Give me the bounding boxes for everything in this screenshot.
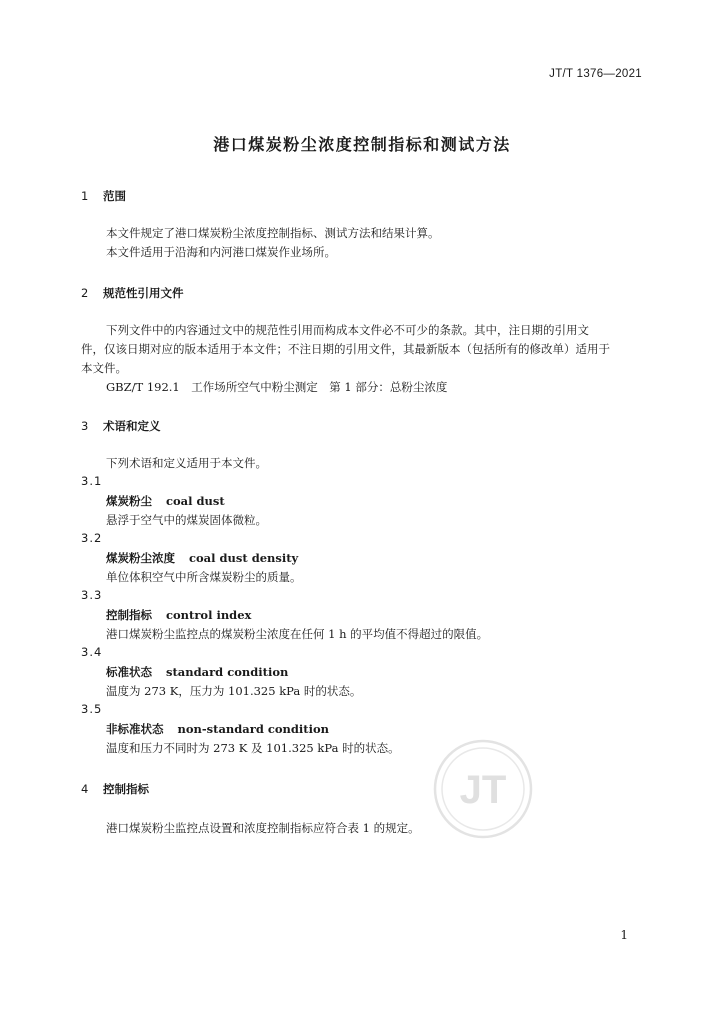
term-definition: 单位体积空气中所含煤炭粉尘的质量。 [106,570,302,584]
section-2-heading [81,285,184,301]
term-number: 3.5 [81,702,103,716]
jt-watermark-logo [432,738,534,840]
term-definition: 港口煤炭粉尘监控点的煤炭粉尘浓度在任何 1 h 的平均值不得超过的限值。 [106,627,489,641]
term-definition: 温度和压力不同时为 273 K 及 101.325 kPa 时的状态。 [106,741,400,755]
term-number: 3.4 [81,645,103,659]
term-chinese: 煤炭粉尘 [106,494,152,508]
section-number: 1 [81,189,89,203]
term-number: 3.1 [81,474,103,488]
term-english: standard condition [166,665,289,679]
section-title: 控制指标 [103,782,149,796]
standard-code: JT/T 1376—2021 [549,68,642,80]
term-number: 3.3 [81,588,103,602]
term-number: 3.2 [81,531,103,545]
term-heading [106,493,225,509]
term-chinese: 控制指标 [106,608,152,622]
term-heading [106,607,251,623]
section-4-heading [81,781,149,797]
paragraph: 港口煤炭粉尘监控点设置和浓度控制指标应符合表 1 的规定。 [106,821,420,835]
paragraph-line: 件，仅该日期对应的版本适用于本文件；不注日期的引用文件，其最新版本（包括所有的修改单）适用于 [81,342,610,356]
section-title: 术语和定义 [103,419,161,433]
term-chinese: 煤炭粉尘浓度 [106,551,175,565]
paragraph-line: 下列文件中的内容通过文中的规范性引用而构成本文件必不可少的条款。其中，注日期的引用文 [106,323,589,337]
term-chinese: 非标准状态 [106,722,164,736]
section-1-heading [81,188,126,204]
paragraph: 本文件适用于沿海和内河港口煤炭作业场所。 [106,245,336,259]
term-english: non-standard condition [177,722,330,736]
section-number: 3 [81,419,89,433]
term-english: coal dust density [189,551,299,565]
document-title: 港口煤炭粉尘浓度控制指标和测试方法 [213,135,511,154]
term-definition: 温度为 273 K，压力为 101.325 kPa 时的状态。 [106,684,362,698]
section-title: 范围 [103,189,126,203]
section-title: 规范性引用文件 [103,286,184,300]
paragraph-line: 本文件。 [81,361,127,375]
paragraph: 下列术语和定义适用于本文件。 [106,456,267,470]
term-definition: 悬浮于空气中的煤炭固体微粒。 [106,513,267,527]
section-number: 2 [81,286,89,300]
term-chinese: 标准状态 [106,665,152,679]
page-number: 1 [620,928,628,942]
term-heading [106,550,298,566]
paragraph: 本文件规定了港口煤炭粉尘浓度控制指标、测试方法和结果计算。 [106,226,440,240]
section-3-heading [81,418,161,434]
term-english: control index [166,608,252,622]
watermark-text: JT [459,768,507,812]
term-heading [106,664,288,680]
term-english: coal dust [166,494,225,508]
term-heading [106,721,329,737]
section-number: 4 [81,782,89,796]
normative-reference: GBZ/T 192.1 工作场所空气中粉尘测定 第 1 部分：总粉尘浓度 [106,380,448,394]
